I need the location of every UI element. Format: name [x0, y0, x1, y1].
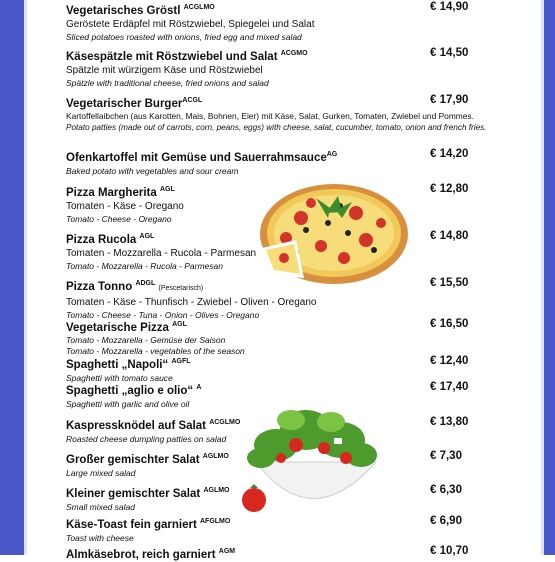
dish-description-de: Spätzle mit würzigem Käse und Röstzwiebel — [66, 65, 263, 76]
dish-description-en: Spätzle with traditional cheese, fried onions and salad — [66, 78, 269, 88]
pizza-image — [256, 178, 410, 288]
dish-description-en: Spaghetti with garlic and olive oil — [66, 399, 190, 409]
dish-name: Großer gemischter Salat $^{AGLMO}$ — [66, 453, 229, 466]
dish-name: Vegetarischer Burger$^{ACGL}$ — [66, 97, 203, 110]
dish-name: Käsespätzle mit Röstzwiebel und Salat $^{ACGMO}$ — [66, 50, 308, 63]
dish-price: € 16,50 — [430, 318, 469, 330]
dish-price: € 14,80 — [430, 230, 469, 242]
dish-description-en: Roasted cheese dumpling patties on salad — [66, 434, 227, 444]
left-border — [0, 0, 27, 555]
dish-name: Vegetarische Pizza $^{AGL}$ — [66, 321, 187, 334]
dish-price: € 12,40 — [430, 355, 469, 367]
dish-price: € 6,30 — [430, 484, 462, 496]
dish-description-en: Spaghetti with tomato sauce — [66, 373, 173, 383]
dish-description-en: Tomato - Cheese - Oregano — [66, 214, 172, 224]
right-border — [541, 0, 555, 555]
dish-name: Spaghetti „aglio e olio“ $^A$ — [66, 384, 202, 397]
dish-description-en: Tomato - Mozzarella - Rucola - Parmesan — [66, 261, 223, 271]
dish-description-de: Kartoffellaibchen (aus Karotten, Mais, Bohnen, Eier) mit Käse, Salat, Gurken, Tomaten, Zwiebel und Pommes. — [66, 111, 474, 121]
dish-price: € 14,90 — [430, 1, 469, 13]
dish-name: Vegetarisches Gröstl $^{ACGLMO}$ — [66, 4, 215, 17]
dish-name: Pizza Margherita $^{AGL}$ — [66, 186, 175, 199]
dish-description-en: Tomato - Cheese - Tuna - Onion - Olives - Oregano — [66, 310, 260, 320]
dish-description-en: Sliced potatoes roasted with onions, fried egg and mixed salad — [66, 32, 302, 42]
dish-name: Kleiner gemischter Salat $^{AGLMO}$ — [66, 487, 230, 500]
dish-name: Ofenkartoffel mit Gemüse und Sauerrahmsauce$^{AG}$ — [66, 151, 338, 164]
dish-price: € 12,80 — [430, 183, 469, 195]
dish-name: Pizza Rucola $^{AGL}$ — [66, 233, 155, 246]
dish-name: Pizza Tonno $^{ADGL}$ (Pescetarisch) — [66, 280, 204, 293]
dish-price: € 14,50 — [430, 47, 469, 59]
dish-price: € 10,70 — [430, 545, 469, 557]
dish-description-en: Small mixed salad — [66, 502, 135, 512]
dish-price: € 17,40 — [430, 381, 469, 393]
dish-description-en: Baked potato with vegetables and sour cream — [66, 166, 239, 176]
dish-price: € 14,20 — [430, 148, 469, 160]
dish-description-en: Toast with cheese — [66, 533, 134, 543]
dish-description-de: Tomaten - Mozzarella - Rucola - Parmesan — [66, 248, 257, 259]
dish-price: € 6,90 — [430, 515, 462, 527]
dish-description-de: Tomaten - Käse - Thunfisch - Zwiebel - Oliven - Oregano — [66, 297, 317, 308]
dish-name: Almkäsebrot, reich garniert $^{AGM}$ — [66, 548, 236, 561]
dish-description-de: Tomaten - Käse - Oregano — [66, 201, 184, 212]
dish-price: € 13,80 — [430, 416, 469, 428]
salad-image — [236, 400, 386, 525]
dish-name: Kaspressknödel auf Salat $^{ACGLMO}$ — [66, 419, 241, 432]
dish-price: € 7,30 — [430, 450, 462, 462]
dish-description-en: Tomato - Mozzarella - Gemüse der Saison — [66, 335, 226, 345]
dish-description-en: Potato patties (made out of carrots, corn, peans, eggs) with cheese, salat, cucumber, tomato, onion and french fries. — [66, 123, 487, 132]
dish-price: € 17,90 — [430, 94, 469, 106]
dish-description-en: Large mixed salad — [66, 468, 136, 478]
dish-description-de: Geröstete Erdäpfel mit Röstzwiebel, Spiegelei und Salat — [66, 19, 315, 30]
dish-description-en-2: Tomato - Mozzarella - vegetables of the season — [66, 346, 245, 356]
dish-name: Spaghetti „Napoli“ $^{AGFL}$ — [66, 358, 191, 371]
dish-name: Käse-Toast fein garniert $^{AFGLMO}$ — [66, 518, 231, 531]
dish-price: € 15,50 — [430, 277, 469, 289]
